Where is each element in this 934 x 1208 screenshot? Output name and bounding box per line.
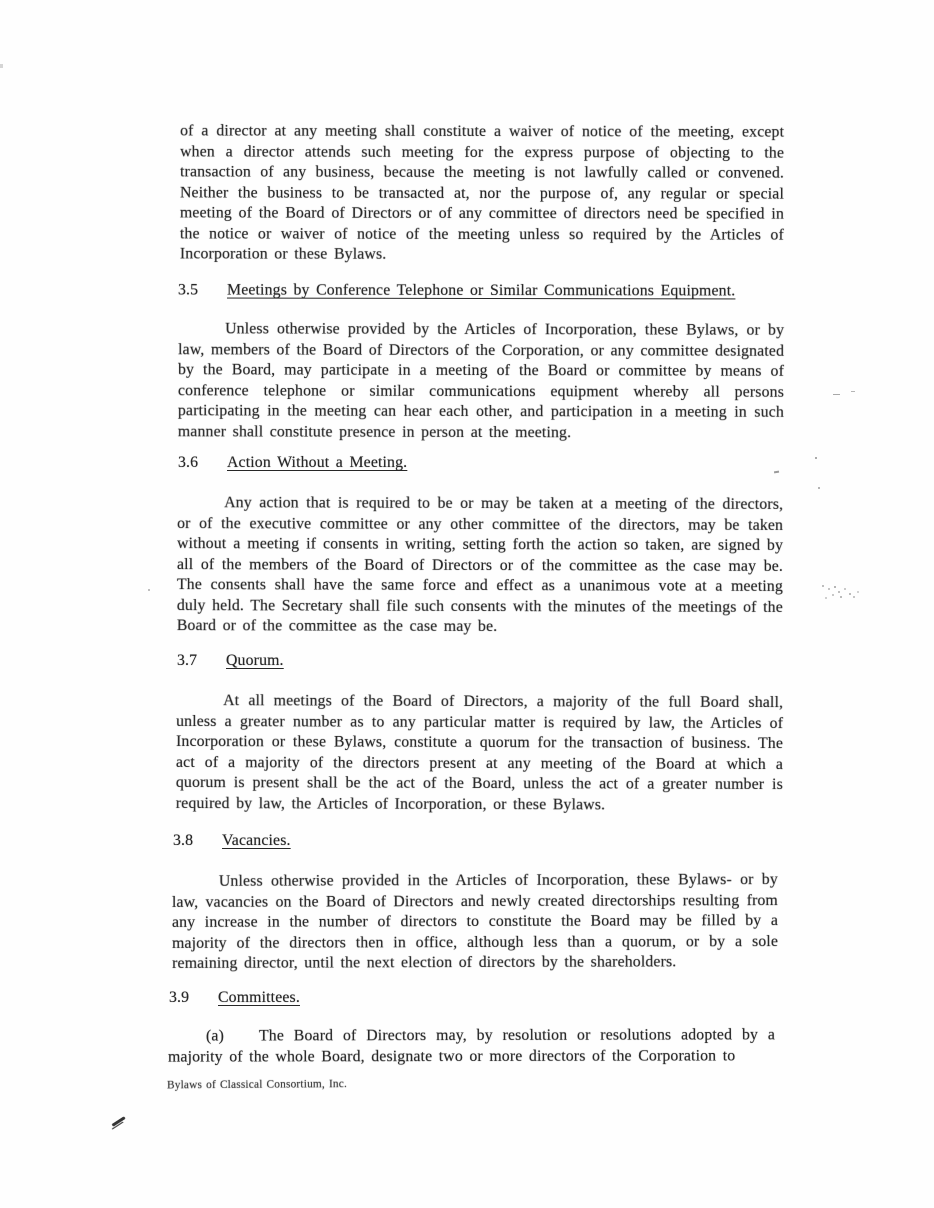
- scan-artifact-speck: [148, 589, 150, 591]
- scan-artifact-dash: [851, 391, 855, 392]
- section-title: Quorum.: [226, 652, 284, 669]
- section-paragraph-3-9: [168, 1025, 775, 1067]
- section-paragraph-3-7: At all meetings of the Board of Directors, a majority of the full Board shall, unless a greater number as to any particular matter is required by law, the Articles of Incorporation or these Bylaws, constitute a quorum for the transaction of business. The act of a majority of the directors present at any meeting of the Board at which a quorum is present shall be the act of the Board, unless the act of a greater number is required by law, the Articles of Incorporation, or these Bylaws.: [175, 692, 784, 813]
- scan-artifact-speck: [818, 487, 820, 489]
- subsection-label: (a): [205, 1027, 224, 1045]
- scan-artifact-speck: [815, 457, 817, 459]
- pen-mark: [112, 1116, 126, 1126]
- section-heading-3-8: [173, 831, 793, 852]
- scan-artifact-dash: [833, 394, 840, 395]
- section-number: 3.9: [169, 989, 190, 1006]
- section-paragraph-3-8: Unless otherwise provided in the Articles of Incorporation, these Bylaws- or by law, vacancies on the Board of Directors and newly created directorships resulting from any increase in the number of directors to constitute the Board may be filled by a majority of the directors then in office, although less than a quorum, or by a sole remaining director, until the next election of directors by the shareholders.: [171, 871, 779, 972]
- section-number: 3.5: [177, 281, 199, 299]
- section-number: 3.7: [177, 652, 198, 669]
- section-title: Action Without a Meeting.: [227, 454, 408, 471]
- section-paragraph-3-5: Unless otherwise provided by the Articles of Incorporation, these Bylaws, or by law, members of the Board of Directors of the Corporation, or any committee designated by the Board, may participate in a meeting of the Board or committee by means of conference telephone or similar communications equipment whereby all persons participating in the meeting can hear each other, and participation in a meeting in such manner shall constitute presence in person at the meeting.: [177, 320, 785, 441]
- section-heading-3-6: [178, 453, 798, 474]
- page-footer: Bylaws of Classical Consortium, Inc.: [166, 1078, 348, 1092]
- section-heading-3-9: [169, 988, 789, 1009]
- scan-artifact-edge-mark: [0, 64, 3, 68]
- section-title: Vacancies.: [222, 832, 291, 849]
- section-paragraph-3-6: Any action that is required to be or may be taken at a meeting of the directors, or of the executive committee or any other committee of the directors, may be taken without a meeting if consents in writing, setting forth the action so taken, are signed by all of the members of the Board of Directors or of the committee as the case may be. The consents shall have the same force and effect as a unanimous vote at a meeting duly held. The Secretary shall file such consents with the minutes of the meetings of the Board or of the committee as the case may be.: [176, 494, 784, 636]
- section-number: 3.8: [173, 832, 194, 849]
- section-heading-3-5: [178, 280, 798, 302]
- intro-paragraph: of a director at any meeting shall constitute a waiver of notice of the meeting, except when a director attends such meeting for the express purpose of objecting to the transaction of any business, because the meeting is not lawfully called or convened. Neither the business to be transacted at, nor the purpose of, any regular or special meeting of the Board of Directors or of any committee of directors need be specified in the notice or waiver of notice of the meeting unless so required by the Articles of Incorporation or these Bylaws.: [179, 122, 785, 263]
- scan-artifact-speckles: [822, 585, 824, 587]
- section-number: 3.6: [178, 454, 199, 471]
- section-heading-3-7: [177, 651, 797, 672]
- section-title: Committees.: [218, 989, 300, 1006]
- section-title: Meetings by Conference Telephone or Similar Communications Equipment.: [226, 281, 736, 300]
- subsection-text: The Board of Directors may, by resolution or resolutions adopted by a majority of the whole Board, designate two or more directors of the Corporation to: [168, 1026, 775, 1066]
